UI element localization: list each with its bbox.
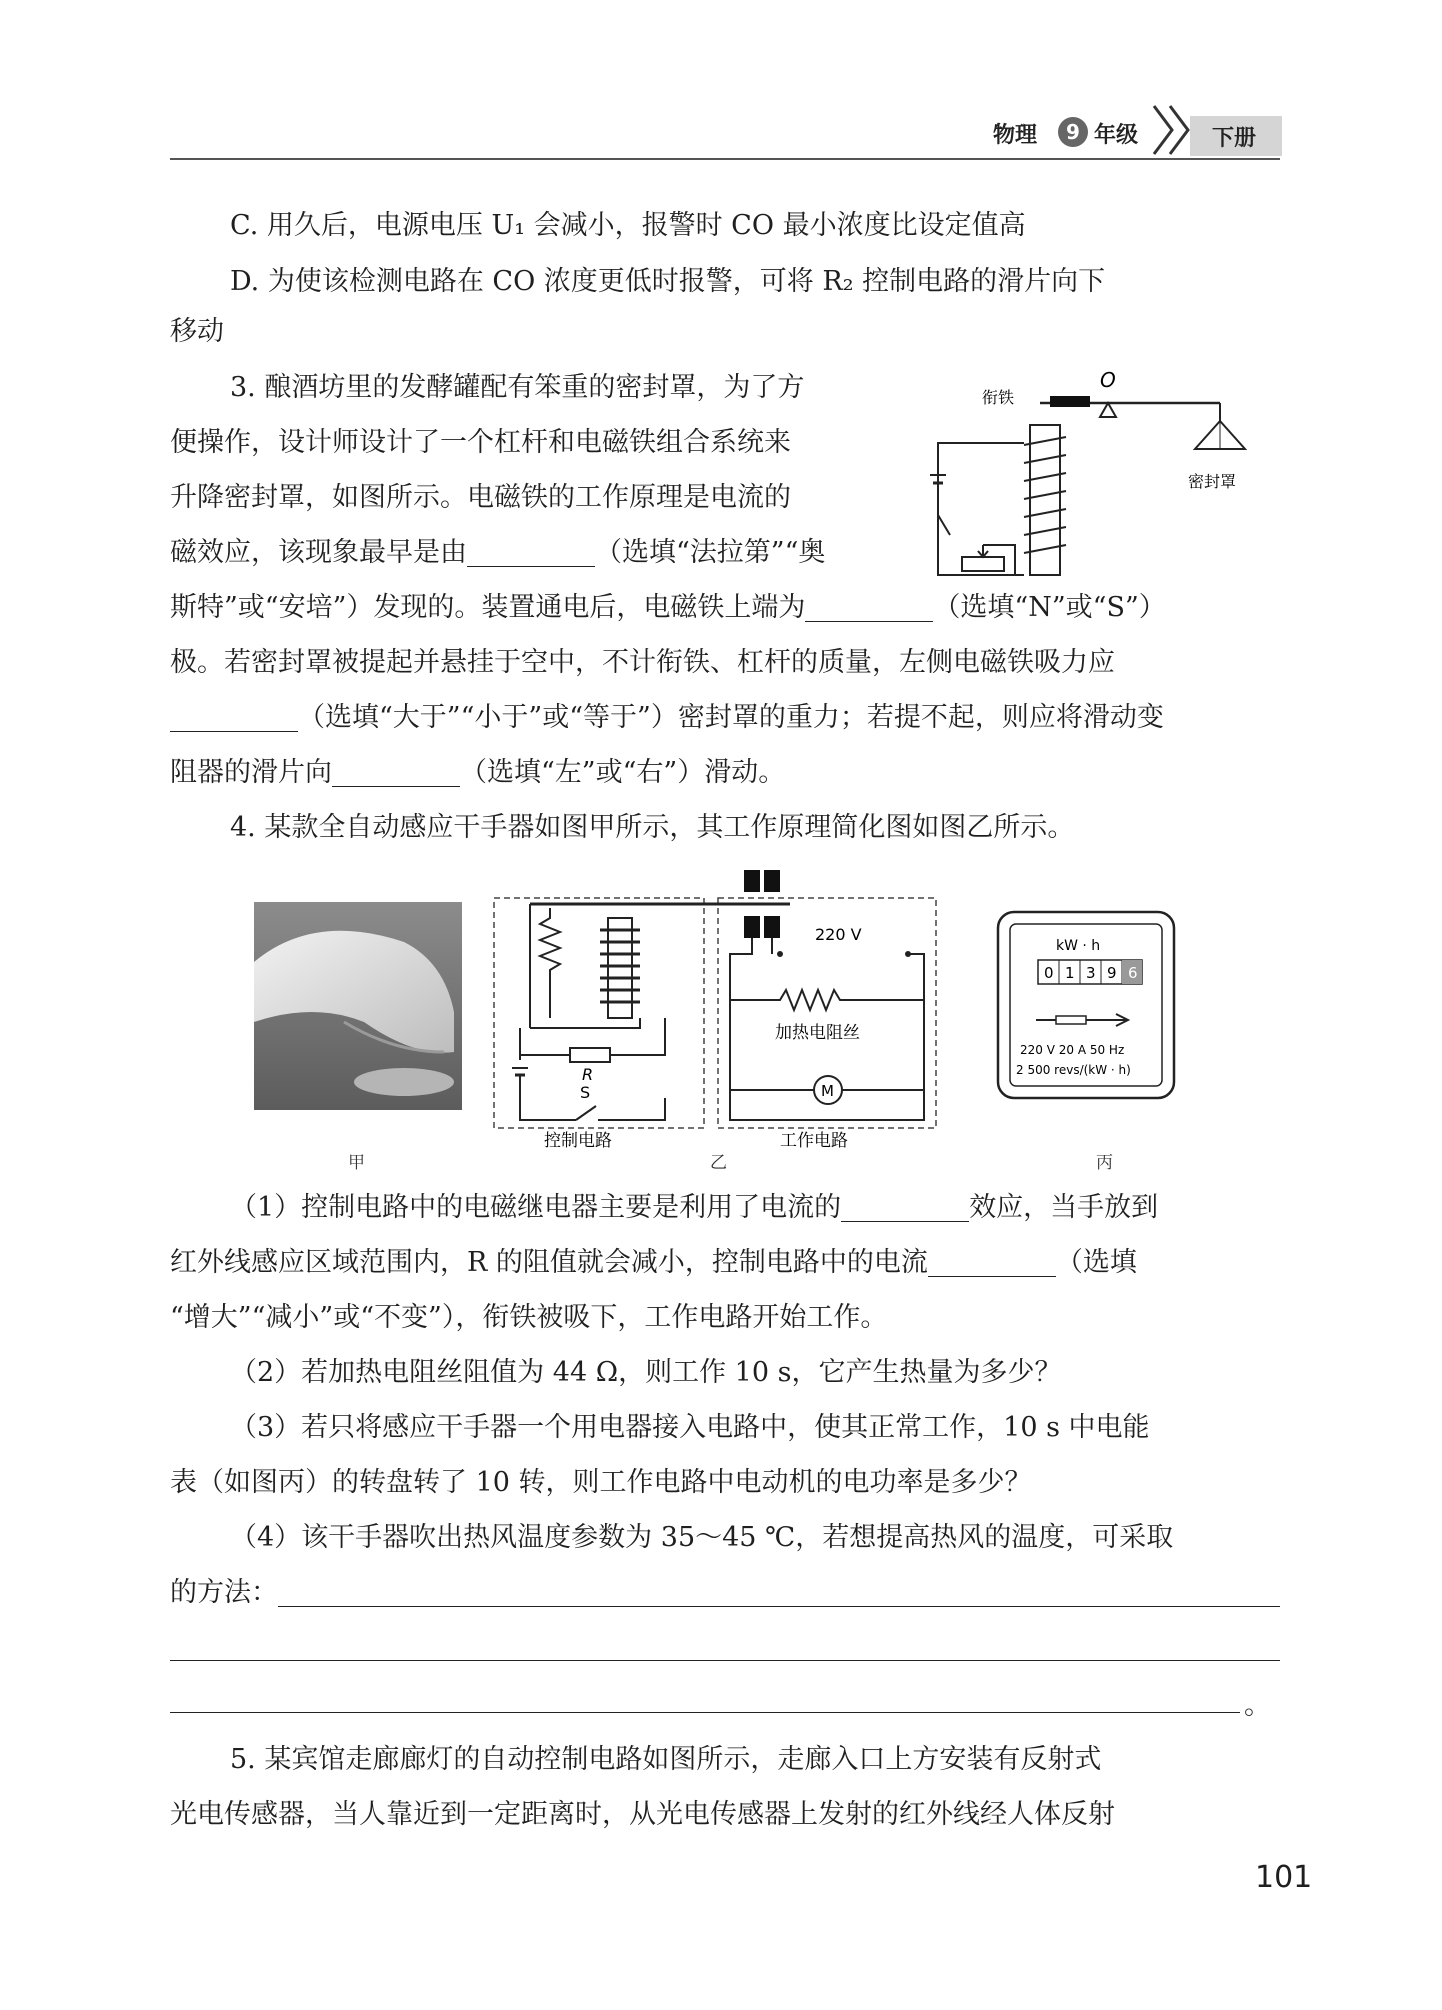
- answer-line-1[interactable]: [278, 1606, 1280, 1607]
- pivot-icon: [1100, 403, 1116, 417]
- switch-s-icon: [576, 1106, 596, 1120]
- q5-line2: 光电传感器，当人靠近到一定距离时，从光电传感器上发射的红外线经人体反射: [170, 1799, 1115, 1830]
- option-c: C. 用久后，电源电压 U₁ 会减小，报警时 CO 最小浓度比设定值高: [230, 210, 1026, 241]
- armature-block: [1050, 396, 1090, 407]
- meter-digit-4: 9: [1107, 964, 1117, 982]
- header-grade-suffix: 年级: [1094, 123, 1139, 148]
- q4-3-line2: 表（如图丙）的转盘转了 10 转，则工作电路中电动机的电功率是多少？: [170, 1467, 1032, 1498]
- q4-2: （2）若加热电阻丝阻值为 44 Ω，则工作 10 s，它产生热量为多少？: [230, 1357, 1062, 1388]
- q4-1-line2: [170, 1243, 1137, 1283]
- resistor-label: R: [582, 1065, 594, 1084]
- armature-label: 衔铁: [982, 388, 1015, 407]
- option-d-line1: D. 为使该检测电路在 CO 浓度更低时报警，可将 R₂ 控制电路的滑片向下: [230, 266, 1106, 297]
- q4-1-line1: [230, 1188, 1158, 1228]
- q4-1-blank-current[interactable]: [928, 1246, 1056, 1277]
- pivot-label: O: [1100, 368, 1116, 392]
- q4-4-line2: 的方法：: [170, 1577, 278, 1608]
- q4-1-d: （选填: [1055, 1247, 1137, 1278]
- spring-icon: [540, 908, 560, 1018]
- q4-1-b: 效应，当手放到: [969, 1192, 1159, 1223]
- q3-line4: [170, 533, 825, 573]
- switch-label: S: [580, 1083, 591, 1102]
- sensor-resistor-r: [570, 1048, 610, 1062]
- switch-icon: [938, 515, 950, 535]
- hands-shape: [354, 1068, 454, 1096]
- header-volume: 下册: [1212, 126, 1257, 151]
- hand-dryer-photo: [254, 902, 462, 1110]
- meter-digit-2: 1: [1065, 964, 1075, 982]
- caption-bing: 丙: [1096, 1153, 1113, 1173]
- answer-line-3[interactable]: [170, 1712, 1240, 1713]
- q4-1-a: （1）控制电路中的电磁继电器主要是利用了电流的: [230, 1192, 842, 1223]
- page-number: 101: [1255, 1860, 1313, 1895]
- heater-label: 加热电阻丝: [775, 1023, 860, 1043]
- q3-line8-a: 阻器的滑片向: [170, 757, 332, 788]
- heating-wire-icon: [730, 990, 924, 1010]
- work-circuit-label: 工作电路: [780, 1131, 848, 1148]
- q4-3-line1: （3）若只将感应干手器一个用电器接入电路中，使其正常工作，10 s 中电能: [230, 1412, 1150, 1443]
- q3-blank-force[interactable]: [170, 701, 298, 732]
- control-circuit-box: [494, 898, 704, 1128]
- header-grade-badge: 9: [1058, 117, 1088, 147]
- motor-label: M: [821, 1082, 834, 1100]
- caption-yi: 乙: [710, 1153, 727, 1173]
- meter-digit-3: 3: [1086, 964, 1096, 982]
- meter-unit: kW · h: [1056, 938, 1101, 954]
- header-subject: 物理: [993, 123, 1038, 148]
- q3-line3: 升降密封罩，如图所示。电磁铁的工作原理是电流的: [170, 482, 791, 513]
- q4-1-c: 红外线感应区域范围内，R 的阻值就会减小，控制电路中的电流: [170, 1247, 928, 1278]
- q3-line5-b: （选填“N”或“S”）: [933, 592, 1166, 623]
- q4-1-blank-effect[interactable]: [841, 1191, 969, 1222]
- rheostat-icon: [962, 557, 1004, 571]
- answer-line-2[interactable]: [170, 1660, 1280, 1661]
- q3-electromagnet-lever-figure: [920, 365, 1280, 595]
- q3-line6: 极。若密封罩被提起并悬挂于空中，不计衔铁、杠杆的质量，左侧电磁铁吸力应: [170, 647, 1115, 678]
- electromagnet-core: [1030, 425, 1060, 575]
- q3-line4-b: （选填“法拉第”“奥: [595, 537, 826, 568]
- meter-spec-2: 2 500 revs/(kW · h): [1016, 1063, 1131, 1077]
- q3-blank-discoverer[interactable]: [467, 536, 595, 567]
- q3-blank-direction[interactable]: [332, 756, 460, 787]
- control-circuit-label: 控制电路: [544, 1131, 612, 1148]
- q3-blank-pole[interactable]: [805, 591, 933, 622]
- meter-digit-1: 0: [1044, 964, 1054, 982]
- q3-line4-a: 磁效应，该现象最早是由: [170, 537, 467, 568]
- option-d-line2: 移动: [170, 316, 224, 347]
- q3-line7-text: （选填“大于”“小于”或“等于”）密封罩的重力；若提不起，则应将滑动变: [298, 702, 1164, 733]
- q4-1-line3: “增大”“减小”或“不变”），衔铁被吸下，工作电路开始工作。: [170, 1302, 888, 1333]
- electric-meter: [996, 910, 1176, 1100]
- q3-line5-a: 斯特”或“安培”）发现的。装置通电后，电磁铁上端为: [170, 592, 806, 623]
- q4-intro: 4. 某款全自动感应干手器如图甲所示，其工作原理简化图如图乙所示。: [230, 812, 1075, 843]
- voltage-label: 220 V: [815, 925, 862, 944]
- seal-cover-label: 密封罩: [1188, 472, 1237, 491]
- q5-line1: 5. 某宾馆走廊廊灯的自动控制电路如图所示，走廊入口上方安装有反射式: [230, 1744, 1102, 1775]
- meter-digit-5: 6: [1128, 964, 1138, 982]
- relay-circuit-diagram: [490, 858, 950, 1148]
- q3-line7: [170, 698, 1164, 738]
- answer-period: 。: [1244, 1690, 1271, 1721]
- meter-spec-1: 220 V 20 A 50 Hz: [1020, 1043, 1125, 1057]
- caption-jia: 甲: [348, 1153, 365, 1173]
- q3-line1: 3. 酿酒坊里的发酵罐配有笨重的密封罩，为了方: [230, 372, 805, 403]
- header-rule: [170, 158, 1280, 160]
- q4-4-line1: （4）该干手器吹出热风温度参数为 35～45 ℃，若想提高热风的温度，可采取: [230, 1522, 1174, 1553]
- q3-line2: 便操作，设计师设计了一个杠杆和电磁铁组合系统来: [170, 427, 791, 458]
- q3-line8: [170, 753, 785, 793]
- q3-line8-b: （选填“左”或“右”）滑动。: [460, 757, 786, 788]
